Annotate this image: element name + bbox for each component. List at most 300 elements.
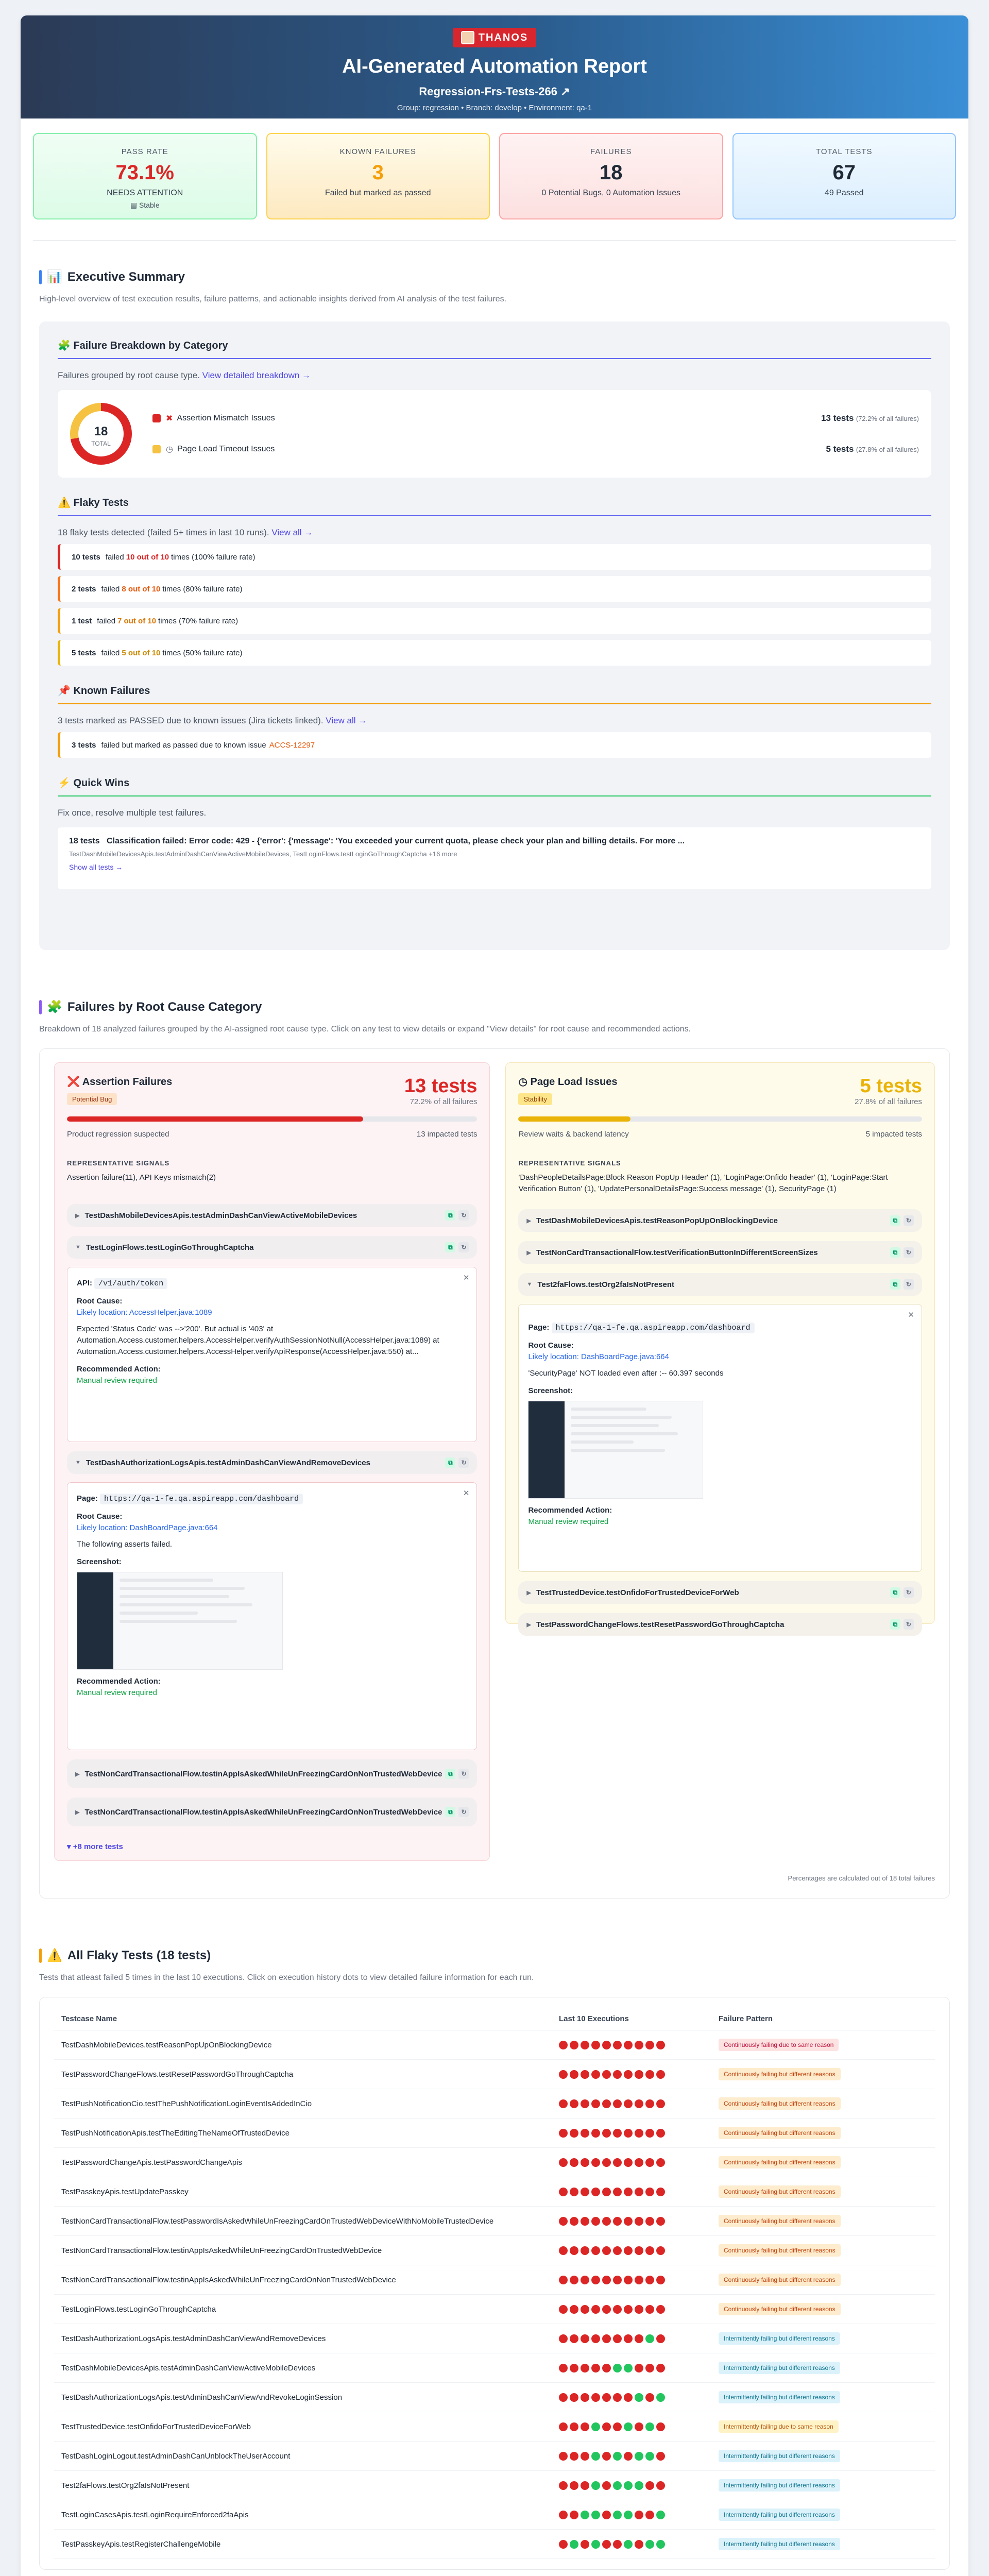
execution-dot[interactable] xyxy=(635,2305,643,2314)
copy-icon[interactable]: ⧉ xyxy=(445,1807,455,1817)
execution-dot[interactable] xyxy=(624,2393,633,2402)
flaky-table-body xyxy=(54,2030,935,2559)
executive-summary-subtitle: High-level overview of test execution results, failure patterns, and actionable insights derived from AI analysis of the test failures. xyxy=(39,295,507,303)
execution-dot[interactable] xyxy=(635,2099,643,2108)
copy-icon[interactable]: ⧉ xyxy=(890,1247,900,1258)
execution-dot[interactable] xyxy=(559,2511,568,2519)
expand-arrow-icon[interactable]: ▶ xyxy=(526,1621,531,1628)
execution-dot[interactable] xyxy=(656,2041,665,2049)
table-row[interactable] xyxy=(54,2060,935,2089)
detail-location[interactable]: Likely location: AccessHelper.java:1089 xyxy=(77,1308,212,1317)
execution-dot[interactable] xyxy=(656,2305,665,2314)
execution-dot[interactable] xyxy=(645,2364,654,2372)
execution-dot[interactable] xyxy=(559,2217,568,2226)
execution-dot[interactable] xyxy=(602,2129,611,2138)
execution-dot[interactable] xyxy=(570,2364,578,2372)
table-row[interactable] xyxy=(54,2207,935,2236)
breakdown-link[interactable]: View detailed breakdown → xyxy=(202,370,311,380)
screenshot-sidebar xyxy=(77,1572,113,1669)
execution-dot[interactable] xyxy=(591,2393,600,2402)
execution-dot[interactable] xyxy=(624,2305,633,2314)
rc-progress-bar xyxy=(67,1116,477,1122)
execution-dot[interactable] xyxy=(570,2217,578,2226)
execution-dot[interactable] xyxy=(570,2246,578,2255)
execution-history xyxy=(559,2158,719,2167)
execution-dot[interactable] xyxy=(613,2422,622,2431)
table-row[interactable] xyxy=(54,2236,935,2265)
flaky-note-text: 18 flaky tests detected (failed 5+ times in last 10 runs). xyxy=(58,528,269,537)
execution-dot[interactable] xyxy=(635,2041,643,2049)
execution-dot[interactable] xyxy=(581,2422,589,2431)
close-icon[interactable]: ✕ xyxy=(908,1311,914,1319)
execution-dot[interactable] xyxy=(624,2041,633,2049)
execution-dot[interactable] xyxy=(591,2334,600,2343)
execution-dot[interactable] xyxy=(656,2099,665,2108)
expand-arrow-icon[interactable]: ▶ xyxy=(75,1809,80,1816)
execution-dot[interactable] xyxy=(624,2276,633,2284)
table-row[interactable] xyxy=(54,2500,935,2530)
execution-dot[interactable] xyxy=(559,2481,568,2490)
legend-pct: (72.2% of all failures) xyxy=(856,415,919,422)
test-row[interactable] xyxy=(518,1241,922,1264)
execution-dot[interactable] xyxy=(591,2452,600,2461)
execution-dot[interactable] xyxy=(635,2217,643,2226)
execution-dot[interactable] xyxy=(581,2452,589,2461)
execution-dot[interactable] xyxy=(635,2481,643,2490)
execution-dot[interactable] xyxy=(656,2158,665,2167)
execution-dot[interactable] xyxy=(656,2276,665,2284)
external-link-icon[interactable]: ↗ xyxy=(560,85,570,98)
execution-dot[interactable] xyxy=(570,2511,578,2519)
execution-dot[interactable] xyxy=(602,2041,611,2049)
execution-dot[interactable] xyxy=(559,2393,568,2402)
execution-dot[interactable] xyxy=(645,2481,654,2490)
test-row[interactable] xyxy=(67,1204,477,1227)
root-cause-panel xyxy=(39,1048,950,1899)
link-icon[interactable]: ↻ xyxy=(458,1242,469,1252)
execution-dot[interactable] xyxy=(613,2481,622,2490)
execution-dot[interactable] xyxy=(613,2158,622,2167)
execution-dot[interactable] xyxy=(581,2070,589,2079)
execution-dot[interactable] xyxy=(613,2276,622,2284)
execution-dot[interactable] xyxy=(581,2364,589,2372)
execution-dot[interactable] xyxy=(645,2070,654,2079)
pass-rate-card xyxy=(33,133,257,219)
execution-dot[interactable] xyxy=(645,2188,654,2196)
execution-dot[interactable] xyxy=(624,2540,633,2549)
execution-dot[interactable] xyxy=(602,2188,611,2196)
execution-dot[interactable] xyxy=(581,2099,589,2108)
execution-dot[interactable] xyxy=(591,2540,600,2549)
copy-icon[interactable]: ⧉ xyxy=(890,1215,900,1226)
execution-dot[interactable] xyxy=(656,2540,665,2549)
execution-dot[interactable] xyxy=(591,2511,600,2519)
execution-dot[interactable] xyxy=(602,2217,611,2226)
execution-dot[interactable] xyxy=(559,2129,568,2138)
table-row[interactable] xyxy=(54,2530,935,2559)
execution-dot[interactable] xyxy=(645,2129,654,2138)
execution-dot[interactable] xyxy=(602,2158,611,2167)
table-row[interactable] xyxy=(54,2177,935,2207)
root-cause-columns xyxy=(54,1062,935,1861)
execution-dot[interactable] xyxy=(645,2334,654,2343)
expand-arrow-icon[interactable]: ▶ xyxy=(75,1771,80,1777)
execution-dot[interactable] xyxy=(591,2129,600,2138)
execution-dot[interactable] xyxy=(656,2422,665,2431)
link-icon[interactable]: ↻ xyxy=(903,1619,914,1630)
execution-dot[interactable] xyxy=(591,2217,600,2226)
collapse-arrow-icon[interactable]: ▼ xyxy=(526,1281,533,1287)
collapse-arrow-icon[interactable]: ▼ xyxy=(75,1460,81,1466)
flaky-summary-row[interactable] xyxy=(58,576,931,602)
execution-dot[interactable] xyxy=(581,2041,589,2049)
execution-dot[interactable] xyxy=(581,2276,589,2284)
close-icon[interactable]: ✕ xyxy=(463,1274,470,1282)
detail-page-value[interactable]: https://qa-1-fe.qa.aspireapp.com/dashboard xyxy=(552,1323,755,1333)
signals-text: 'DashPeopleDetailsPage:Block Reason PopUp Header' (1), 'LoginPage:Onfido header' (1), 'LoginPage:Start Verification Button' (1), 'UpdatePersonalDetailsPage:Success message' (1), SecurityPage (1) xyxy=(518,1173,888,1193)
execution-dot[interactable] xyxy=(656,2070,665,2079)
execution-dot[interactable] xyxy=(559,2364,568,2372)
execution-dot[interactable] xyxy=(591,2276,600,2284)
detail-location[interactable]: Likely location: DashBoardPage.java:664 xyxy=(528,1352,669,1361)
table-row[interactable] xyxy=(54,2412,935,2442)
table-row[interactable] xyxy=(54,2353,935,2383)
execution-dot[interactable] xyxy=(624,2217,633,2226)
link-icon[interactable]: ↻ xyxy=(458,1769,469,1779)
execution-dot[interactable] xyxy=(591,2188,600,2196)
execution-dot[interactable] xyxy=(570,2188,578,2196)
test-row[interactable] xyxy=(518,1613,922,1636)
failure-pattern-badge: Intermittently failing due to same reason xyxy=(719,2420,839,2433)
execution-dot[interactable] xyxy=(656,2364,665,2372)
test-row[interactable] xyxy=(67,1798,477,1826)
execution-dot[interactable] xyxy=(645,2158,654,2167)
execution-dot[interactable] xyxy=(602,2540,611,2549)
execution-dot[interactable] xyxy=(570,2129,578,2138)
close-icon[interactable]: ✕ xyxy=(463,1489,470,1498)
link-icon[interactable]: ↻ xyxy=(903,1215,914,1226)
execution-dot[interactable] xyxy=(602,2276,611,2284)
execution-dot[interactable] xyxy=(624,2099,633,2108)
flaky-summary-row[interactable] xyxy=(58,544,931,570)
execution-dot[interactable] xyxy=(570,2452,578,2461)
execution-dot[interactable] xyxy=(624,2364,633,2372)
execution-dot[interactable] xyxy=(581,2188,589,2196)
execution-dot[interactable] xyxy=(624,2511,633,2519)
execution-dot[interactable] xyxy=(581,2158,589,2167)
execution-dot[interactable] xyxy=(559,2422,568,2431)
execution-dot[interactable] xyxy=(591,2364,600,2372)
execution-dot[interactable] xyxy=(635,2540,643,2549)
link-icon[interactable]: ↻ xyxy=(458,1458,469,1468)
execution-dot[interactable] xyxy=(570,2305,578,2314)
execution-dot[interactable] xyxy=(624,2070,633,2079)
execution-dot[interactable] xyxy=(581,2217,589,2226)
collapse-arrow-icon[interactable]: ▼ xyxy=(75,1244,81,1250)
execution-dot[interactable] xyxy=(645,2452,654,2461)
flaky-summary-row[interactable] xyxy=(58,640,931,666)
execution-dot[interactable] xyxy=(656,2217,665,2226)
jira-ticket-link[interactable]: ACCS-12297 xyxy=(269,740,315,750)
execution-dot[interactable] xyxy=(591,2041,600,2049)
expand-arrow-icon[interactable]: ▶ xyxy=(526,1589,531,1596)
execution-dot[interactable] xyxy=(613,2393,622,2402)
execution-dot[interactable] xyxy=(581,2334,589,2343)
rc-progress-bar xyxy=(518,1116,922,1122)
known-failures-label: KNOWN FAILURES xyxy=(339,147,416,156)
execution-dot[interactable] xyxy=(602,2393,611,2402)
screenshot-thumbnail[interactable] xyxy=(77,1572,283,1670)
flaky-summary-row[interactable] xyxy=(58,608,931,634)
execution-dot[interactable] xyxy=(645,2217,654,2226)
execution-dot[interactable] xyxy=(645,2422,654,2431)
execution-dot[interactable] xyxy=(656,2511,665,2519)
table-row[interactable] xyxy=(54,2030,935,2060)
link-icon[interactable]: ↻ xyxy=(458,1210,469,1221)
execution-dot[interactable] xyxy=(656,2188,665,2196)
execution-dot[interactable] xyxy=(602,2070,611,2079)
run-name-text[interactable]: Regression-Frs-Tests-266 xyxy=(419,85,557,98)
execution-dot[interactable] xyxy=(635,2364,643,2372)
copy-icon[interactable]: ⧉ xyxy=(445,1769,455,1779)
execution-dot[interactable] xyxy=(559,2452,568,2461)
execution-dot[interactable] xyxy=(559,2158,568,2167)
execution-dot[interactable] xyxy=(645,2041,654,2049)
legend-row-assertion[interactable] xyxy=(152,403,919,434)
execution-dot[interactable] xyxy=(635,2070,643,2079)
copy-icon[interactable]: ⧉ xyxy=(890,1279,900,1290)
execution-dot[interactable] xyxy=(581,2129,589,2138)
clock-icon: ◷ xyxy=(166,445,173,454)
execution-dot[interactable] xyxy=(591,2070,600,2079)
legend-row-page-load[interactable] xyxy=(152,434,919,465)
execution-dot[interactable] xyxy=(559,2246,568,2255)
expand-arrow-icon[interactable]: ▶ xyxy=(526,1249,531,1256)
link-icon[interactable]: ↻ xyxy=(903,1247,914,1258)
execution-dot[interactable] xyxy=(581,2540,589,2549)
execution-dot[interactable] xyxy=(613,2099,622,2108)
execution-dot[interactable] xyxy=(635,2188,643,2196)
execution-dot[interactable] xyxy=(635,2276,643,2284)
execution-dot[interactable] xyxy=(624,2158,633,2167)
execution-dot[interactable] xyxy=(602,2334,611,2343)
execution-dot[interactable] xyxy=(613,2305,622,2314)
execution-dot[interactable] xyxy=(624,2129,633,2138)
execution-dot[interactable] xyxy=(656,2481,665,2490)
execution-dot[interactable] xyxy=(581,2481,589,2490)
copy-icon[interactable]: ⧉ xyxy=(445,1242,455,1252)
execution-dot[interactable] xyxy=(613,2452,622,2461)
copy-icon[interactable]: ⧉ xyxy=(890,1619,900,1630)
execution-dot[interactable] xyxy=(570,2540,578,2549)
logo-face-icon xyxy=(461,31,474,44)
execution-history xyxy=(559,2129,719,2138)
screenshot-thumbnail[interactable] xyxy=(528,1401,703,1499)
execution-dot[interactable] xyxy=(591,2305,600,2314)
known-view-all-link[interactable]: View all → xyxy=(326,716,367,725)
link-icon[interactable]: ↻ xyxy=(458,1807,469,1817)
execution-dot[interactable] xyxy=(602,2422,611,2431)
execution-dot[interactable] xyxy=(570,2276,578,2284)
execution-dot[interactable] xyxy=(559,2276,568,2284)
execution-dot[interactable] xyxy=(570,2334,578,2343)
test-row[interactable] xyxy=(518,1273,922,1296)
execution-dot[interactable] xyxy=(613,2540,622,2549)
more-tests-link[interactable] xyxy=(67,1842,477,1851)
detail-page-value[interactable]: https://qa-1-fe.qa.aspireapp.com/dashboard xyxy=(100,1494,303,1504)
table-row[interactable] xyxy=(54,2119,935,2148)
failure-pattern-badge: Intermittently failing but different reasons xyxy=(719,2362,840,2374)
execution-dot[interactable] xyxy=(624,2188,633,2196)
test-name: TestNonCardTransactionalFlow.testinAppIsAskedWhileUnFreezingCardOnNonTrustedWebDevice xyxy=(84,1769,442,1778)
test-row[interactable] xyxy=(67,1451,477,1474)
execution-dot[interactable] xyxy=(591,2099,600,2108)
execution-dot[interactable] xyxy=(645,2099,654,2108)
detail-ra-label: Recommended Action: xyxy=(77,1365,161,1374)
execution-dot[interactable] xyxy=(602,2246,611,2255)
total-tests-label: TOTAL TESTS xyxy=(815,147,873,156)
table-row[interactable] xyxy=(54,2442,935,2471)
execution-dot[interactable] xyxy=(645,2276,654,2284)
execution-dot[interactable] xyxy=(613,2070,622,2079)
execution-dot[interactable] xyxy=(635,2393,643,2402)
execution-dot[interactable] xyxy=(602,2364,611,2372)
execution-dot[interactable] xyxy=(591,2246,600,2255)
execution-dot[interactable] xyxy=(570,2099,578,2108)
execution-dot[interactable] xyxy=(570,2070,578,2079)
execution-dot[interactable] xyxy=(559,2099,568,2108)
execution-dot[interactable] xyxy=(656,2452,665,2461)
test-row[interactable] xyxy=(518,1209,922,1232)
cross-icon: ✖ xyxy=(166,414,173,423)
execution-dot[interactable] xyxy=(635,2129,643,2138)
clock-icon: ◷ xyxy=(518,1076,527,1088)
execution-dot[interactable] xyxy=(591,2158,600,2167)
execution-dot[interactable] xyxy=(602,2481,611,2490)
table-row[interactable] xyxy=(54,2295,935,2324)
execution-dot[interactable] xyxy=(656,2334,665,2343)
known-summary-row[interactable] xyxy=(58,732,931,758)
execution-dot[interactable] xyxy=(635,2158,643,2167)
execution-dot[interactable] xyxy=(581,2393,589,2402)
execution-dot[interactable] xyxy=(570,2393,578,2402)
execution-dot[interactable] xyxy=(613,2129,622,2138)
run-name[interactable] xyxy=(21,85,968,98)
root-cause-subtitle: Breakdown of 18 analyzed failures grouped by the AI-assigned root cause type. Click on any test to view details or expand "View details" for root cause and recommended actions. xyxy=(39,1025,691,1033)
execution-dot[interactable] xyxy=(613,2217,622,2226)
execution-dot[interactable] xyxy=(656,2129,665,2138)
execution-dot[interactable] xyxy=(559,2070,568,2079)
execution-dot[interactable] xyxy=(602,2511,611,2519)
quick-wins-line xyxy=(69,837,920,846)
execution-dot[interactable] xyxy=(624,2422,633,2431)
execution-dot[interactable] xyxy=(635,2452,643,2461)
table-row[interactable] xyxy=(54,2089,935,2119)
execution-dot[interactable] xyxy=(656,2393,665,2402)
execution-dot[interactable] xyxy=(635,2246,643,2255)
execution-history xyxy=(559,2041,719,2049)
known-failures-value: 3 xyxy=(372,161,384,184)
execution-dot[interactable] xyxy=(645,2305,654,2314)
execution-dot[interactable] xyxy=(613,2364,622,2372)
execution-dot[interactable] xyxy=(559,2188,568,2196)
link-icon[interactable]: ↻ xyxy=(903,1587,914,1598)
execution-dot[interactable] xyxy=(635,2422,643,2431)
execution-dot[interactable] xyxy=(613,2511,622,2519)
execution-dot[interactable] xyxy=(645,2393,654,2402)
test-row[interactable] xyxy=(67,1759,477,1788)
execution-dot[interactable] xyxy=(570,2158,578,2167)
flaky-view-all-link[interactable]: View all → xyxy=(271,528,313,537)
execution-dot[interactable] xyxy=(624,2334,633,2343)
execution-dot[interactable] xyxy=(635,2511,643,2519)
detail-ra: Manual review required xyxy=(77,1376,157,1385)
expand-arrow-icon[interactable]: ▶ xyxy=(75,1212,80,1219)
execution-dot[interactable] xyxy=(656,2246,665,2255)
execution-dot[interactable] xyxy=(645,2246,654,2255)
test-row[interactable] xyxy=(67,1236,477,1259)
table-row[interactable] xyxy=(54,2148,935,2177)
execution-dot[interactable] xyxy=(559,2334,568,2343)
copy-icon[interactable]: ⧉ xyxy=(445,1210,455,1221)
execution-dot[interactable] xyxy=(602,2099,611,2108)
execution-dot[interactable] xyxy=(635,2334,643,2343)
execution-dot[interactable] xyxy=(613,2188,622,2196)
copy-icon[interactable]: ⧉ xyxy=(445,1458,455,1468)
link-icon[interactable]: ↻ xyxy=(903,1279,914,1290)
table-row[interactable] xyxy=(54,2383,935,2412)
table-row[interactable] xyxy=(54,2265,935,2295)
execution-dot[interactable] xyxy=(602,2305,611,2314)
failure-detail-panel xyxy=(67,1267,477,1442)
table-row[interactable] xyxy=(54,2324,935,2353)
more-tests-text[interactable]: +8 more tests xyxy=(73,1842,123,1851)
execution-dot[interactable] xyxy=(559,2540,568,2549)
failures-value: 18 xyxy=(600,161,623,184)
test-row[interactable] xyxy=(518,1581,922,1604)
detail-location[interactable]: Likely location: DashBoardPage.java:664 xyxy=(77,1523,218,1532)
flaky-pre: failed xyxy=(97,616,116,625)
execution-dot[interactable] xyxy=(591,2481,600,2490)
table-row[interactable] xyxy=(54,2471,935,2500)
detail-text: The following asserts failed. xyxy=(77,1540,173,1549)
execution-dot[interactable] xyxy=(613,2334,622,2343)
execution-dot[interactable] xyxy=(613,2041,622,2049)
execution-dot[interactable] xyxy=(645,2511,654,2519)
show-all-tests-link[interactable]: Show all tests → xyxy=(69,863,123,871)
execution-dot[interactable] xyxy=(559,2041,568,2049)
execution-dot[interactable] xyxy=(559,2305,568,2314)
rc-name-text: Assertion Failures xyxy=(82,1076,173,1088)
expand-arrow-icon[interactable]: ▶ xyxy=(526,1217,531,1224)
execution-dot[interactable] xyxy=(624,2246,633,2255)
execution-dot[interactable] xyxy=(570,2422,578,2431)
execution-dot[interactable] xyxy=(591,2422,600,2431)
execution-dot[interactable] xyxy=(602,2452,611,2461)
execution-dot[interactable] xyxy=(613,2246,622,2255)
execution-dot[interactable] xyxy=(624,2481,633,2490)
execution-dot[interactable] xyxy=(624,2452,633,2461)
execution-dot[interactable] xyxy=(645,2540,654,2549)
execution-dot[interactable] xyxy=(581,2511,589,2519)
flaky-post: times (80% failure rate) xyxy=(162,584,243,594)
execution-dot[interactable] xyxy=(570,2041,578,2049)
copy-icon[interactable]: ⧉ xyxy=(890,1587,900,1598)
execution-dot[interactable] xyxy=(570,2481,578,2490)
flaky-note xyxy=(58,528,931,538)
execution-dot[interactable] xyxy=(581,2305,589,2314)
execution-dot[interactable] xyxy=(581,2246,589,2255)
